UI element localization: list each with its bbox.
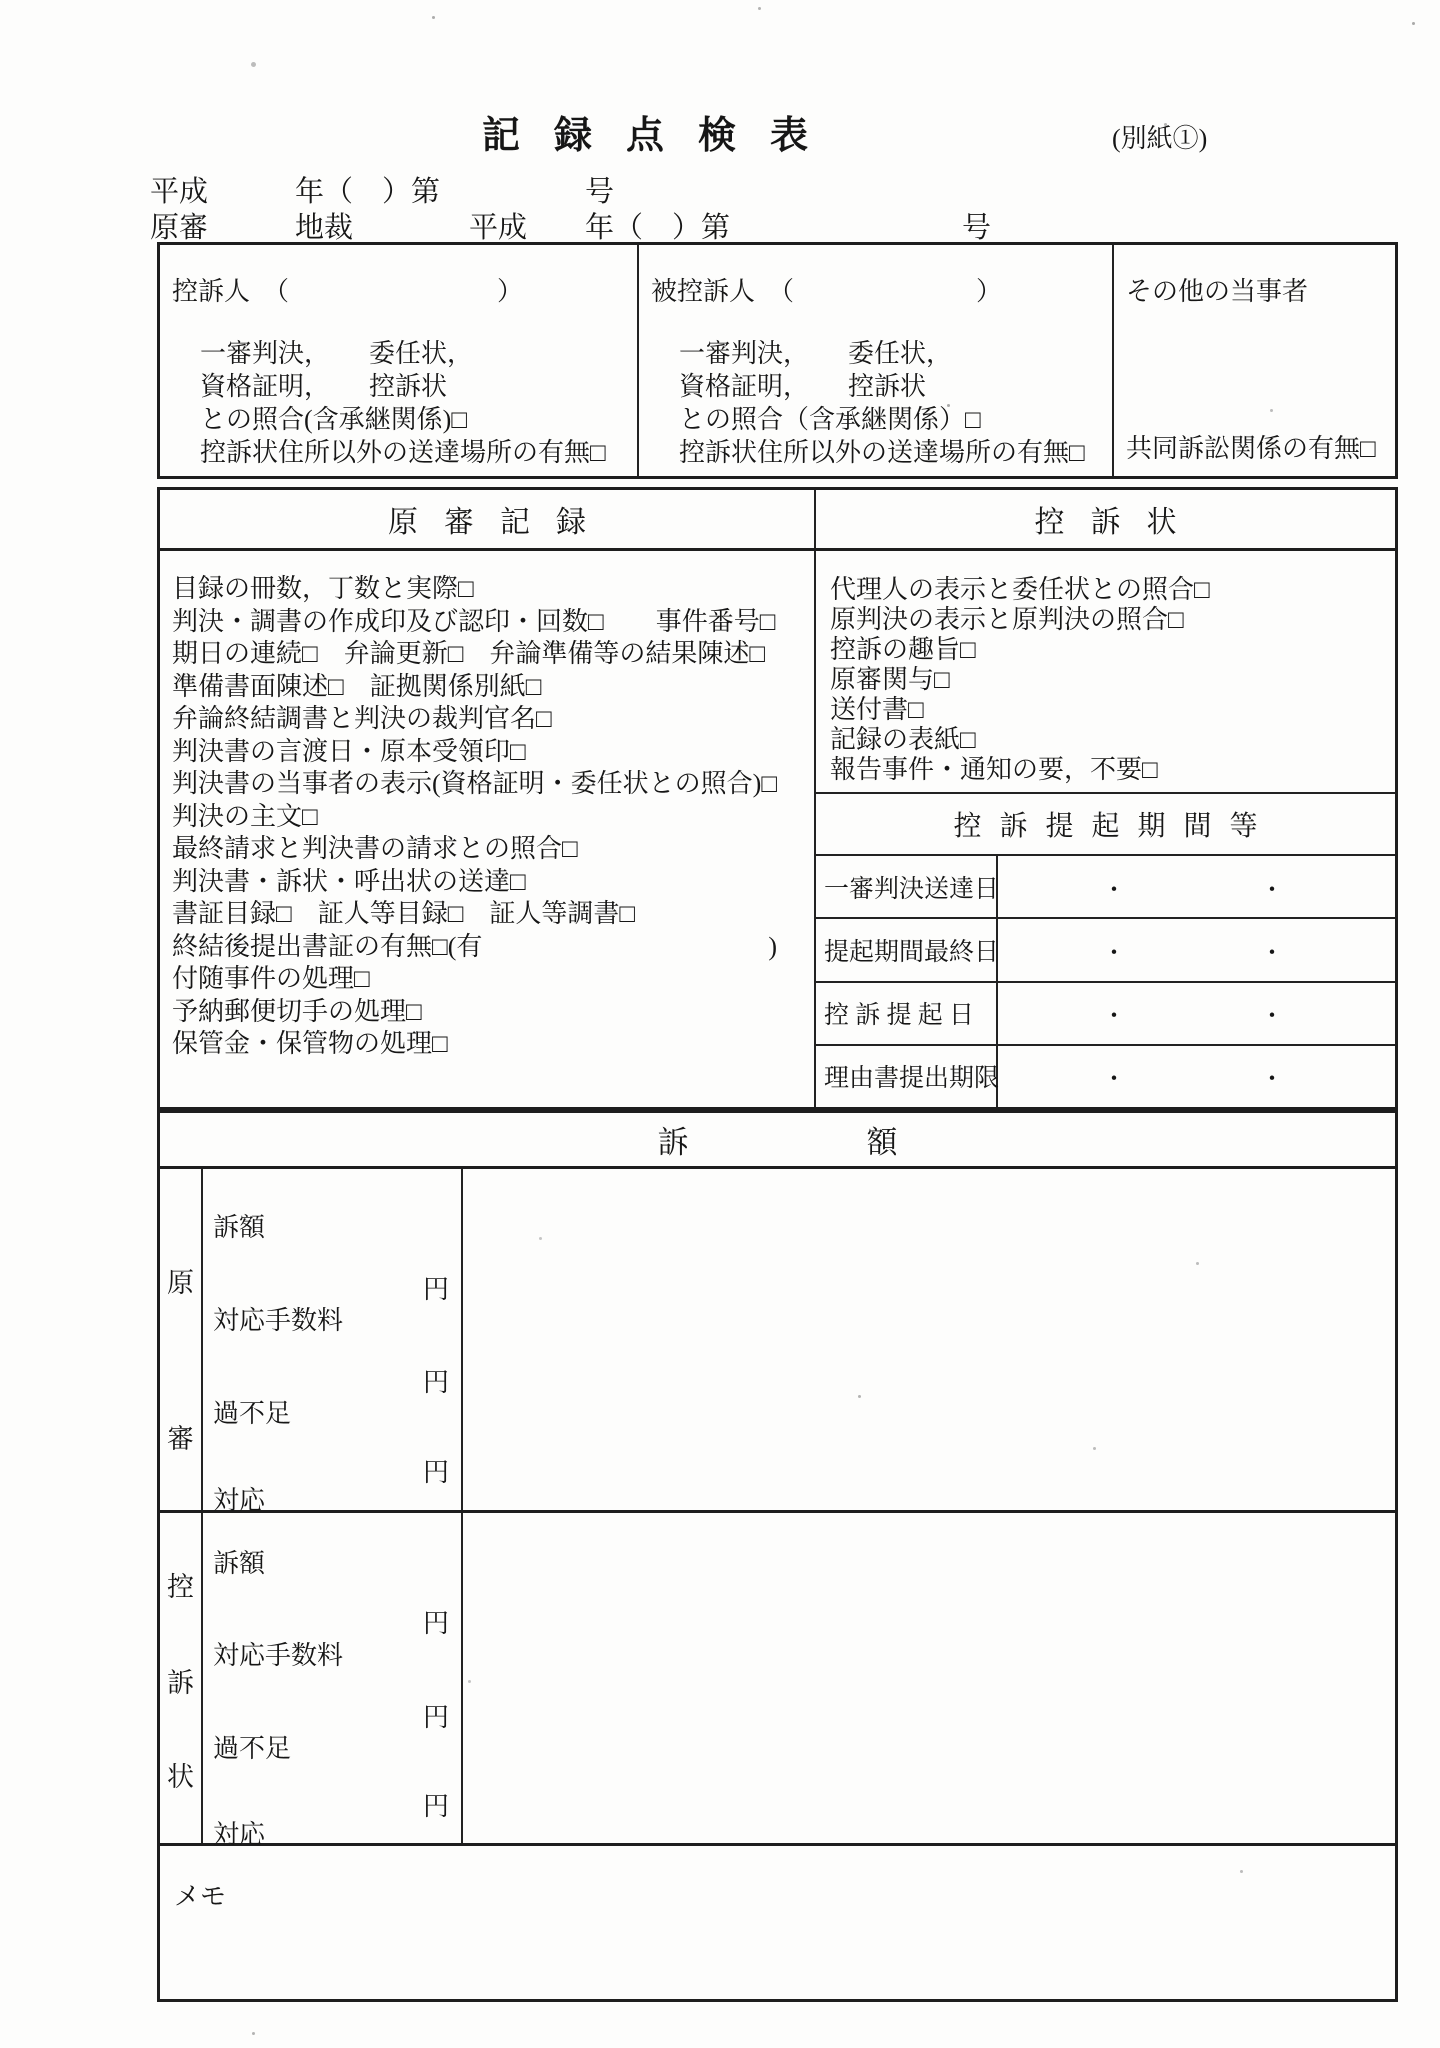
record-section-header-band	[157, 487, 1398, 551]
table-row	[816, 1046, 1395, 1107]
original-record-checklist-cell	[160, 551, 816, 1107]
memo-cell	[157, 1846, 1398, 2002]
appeal-letter-header: 控訴状	[1034, 506, 1203, 539]
checklist-item: 判決書・訴状・呼出状の送達□	[172, 866, 526, 896]
appeal-letter-cell	[816, 551, 1395, 1107]
first-instance-field-labels	[203, 1169, 463, 1515]
appeal-period-header-text: 控訴提起期間等	[953, 811, 1276, 842]
checklist-line: との照合(含承継関係)□	[200, 405, 468, 434]
row-label: 控 訴 提 起 日	[816, 983, 998, 1044]
field-label: 対応手数料	[213, 1306, 344, 1335]
row-label: 提起期間最終日	[816, 919, 998, 980]
checklist-item: 予納郵便切手の処理□	[172, 996, 422, 1026]
first-instance-value-area	[463, 1169, 1395, 1510]
date-value-cell	[998, 1046, 1395, 1107]
date-separator-dot: ・	[1260, 1066, 1284, 1093]
field-label: 訴額	[213, 1549, 266, 1578]
original-record-header-cell	[160, 490, 816, 548]
date-value-cell	[998, 983, 1395, 1044]
table-row	[816, 983, 1395, 1046]
table-row	[816, 856, 1395, 919]
appellee-heading: 被控訴人 （ ）	[651, 277, 1003, 306]
record-checklist-body	[157, 551, 1398, 1110]
appellant-heading: 控訴人 （ ）	[172, 277, 524, 306]
field-label: 過不足	[213, 1399, 292, 1428]
checklist-item: 判決・調書の作成印及び認印・回数□ 事件番号□	[172, 606, 776, 636]
row-label-char: 審	[167, 1424, 194, 1454]
original-record-header: 原審記録	[388, 506, 612, 539]
checklist-item: 保管金・保管物の処理□	[172, 1029, 448, 1058]
checklist-item: 期日の連続□ 弁論更新□ 弁論準備等の結果陳述□	[172, 639, 766, 668]
claim-amount-header-char: 額	[866, 1125, 898, 1160]
appeal-letter-header-cell	[816, 490, 1395, 548]
checklist-item: 終結後提出書証の有無□(有 )	[172, 931, 778, 961]
checklist-line: 一審判決， 委任状，	[200, 339, 474, 368]
checklist-line: との照合（含承継関係）□	[679, 405, 981, 434]
field-label: 対応手数料	[213, 1641, 344, 1670]
checklist-item: 記録の表紙□	[830, 725, 976, 754]
appellee-checklist	[679, 337, 1085, 469]
yen-unit-label: 円	[422, 1609, 449, 1638]
checklist-line: 控訴状住所以外の送達場所の有無□	[679, 438, 1085, 467]
date-separator-dot: ・	[1102, 1066, 1126, 1093]
field-label: 対応	[213, 1486, 266, 1515]
appeal-row-label	[160, 1513, 203, 1843]
date-separator-dot: ・	[1260, 1003, 1284, 1030]
date-separator-dot: ・	[1102, 940, 1126, 967]
appeal-period-table	[816, 856, 1395, 1107]
yen-unit-label: 円	[422, 1458, 449, 1487]
checklist-item: 控訴の趣旨□	[830, 635, 976, 664]
checklist-line: 控訴状住所以外の送達場所の有無□	[200, 438, 606, 467]
claim-amount-header-band	[157, 1110, 1398, 1169]
claim-amount-header-char: 訴	[657, 1125, 689, 1160]
appellee-cell	[639, 245, 1114, 476]
yen-unit-label: 円	[422, 1703, 449, 1732]
field-label: 訴額	[213, 1213, 266, 1242]
appeal-value-area	[463, 1513, 1395, 1843]
joint-litigation-line: 共同訴訟関係の有無□	[1126, 434, 1376, 463]
row-label-char: 訴	[167, 1668, 194, 1698]
date-separator-dot: ・	[1260, 877, 1284, 904]
date-separator-dot: ・	[1260, 940, 1284, 967]
checklist-item: 判決書の言渡日・原本受領印□	[172, 736, 526, 766]
other-party-heading: その他の当事者	[1126, 277, 1309, 306]
other-party-cell	[1114, 245, 1395, 476]
appellant-cell	[160, 245, 639, 476]
row-label-char: 状	[167, 1762, 194, 1792]
table-row	[816, 919, 1395, 982]
checklist-item: 書証目録□ 証人等目録□ 証人等調書□	[172, 899, 636, 928]
checklist-line: 資格証明， 控訴状	[679, 372, 927, 401]
checklist-item: 代理人の表示と委任状との照合□	[830, 575, 1210, 604]
field-label: 過不足	[213, 1734, 292, 1763]
yen-unit-label: 円	[422, 1368, 449, 1397]
page-title: 記録点検表	[482, 115, 843, 157]
checklist-item: 弁論終結調書と判決の裁判官名□	[172, 704, 552, 733]
appeal-case-number-line: 平成 年（ ）第 号	[150, 176, 615, 208]
appeal-field-labels	[203, 1513, 463, 1849]
row-label-char: 原	[167, 1268, 194, 1298]
checklist-line: 資格証明， 控訴状	[200, 372, 448, 401]
scan-noise	[432, 16, 435, 19]
checklist-item: 目録の冊数，丁数と実際□	[172, 574, 474, 603]
original-court-case-number-line: 原審 地裁 平成 年（ ）第 号	[150, 212, 992, 244]
date-separator-dot: ・	[1102, 1003, 1126, 1030]
checklist-item: 判決の主文□	[172, 801, 318, 831]
appeal-period-header	[816, 792, 1395, 856]
row-label: 理由書提出期限	[816, 1046, 998, 1107]
date-value-cell	[998, 919, 1395, 980]
appellant-checklist	[200, 337, 606, 469]
checklist-item: 判決書の当事者の表示(資格証明・委任状との照合)□	[172, 769, 778, 798]
yen-unit-label: 円	[422, 1275, 449, 1304]
checklist-item: 送付書□	[830, 695, 924, 724]
attachment-number-label: (別紙①)	[1112, 124, 1208, 153]
memo-label: メモ	[174, 1882, 227, 1911]
original-record-checklist	[160, 551, 814, 1061]
date-value-cell	[998, 856, 1395, 917]
checklist-item: 付随事件の処理□	[172, 964, 370, 993]
checklist-item: 原審関与□	[830, 665, 950, 694]
first-instance-amount-block	[157, 1169, 1398, 1513]
checklist-item: 報告事件・通知の要，不要□	[830, 755, 1158, 784]
row-label-char: 控	[167, 1572, 194, 1602]
checklist-item: 準備書面陳述□ 証拠関係別紙□	[172, 671, 542, 701]
appeal-letter-checklist	[816, 551, 1395, 785]
checklist-line: 一審判決， 委任状，	[679, 339, 953, 368]
first-instance-row-label	[160, 1169, 203, 1510]
date-separator-dot: ・	[1102, 877, 1126, 904]
parties-table	[157, 242, 1398, 479]
checklist-item: 最終請求と判決書の請求との照合□	[172, 834, 578, 863]
row-label: 一審判決送達日	[816, 856, 998, 917]
yen-unit-label: 円	[422, 1792, 449, 1821]
field-label: 対応	[213, 1820, 266, 1849]
checklist-item: 原判決の表示と原判決の照合□	[830, 605, 1184, 634]
appeal-amount-block	[157, 1513, 1398, 1849]
